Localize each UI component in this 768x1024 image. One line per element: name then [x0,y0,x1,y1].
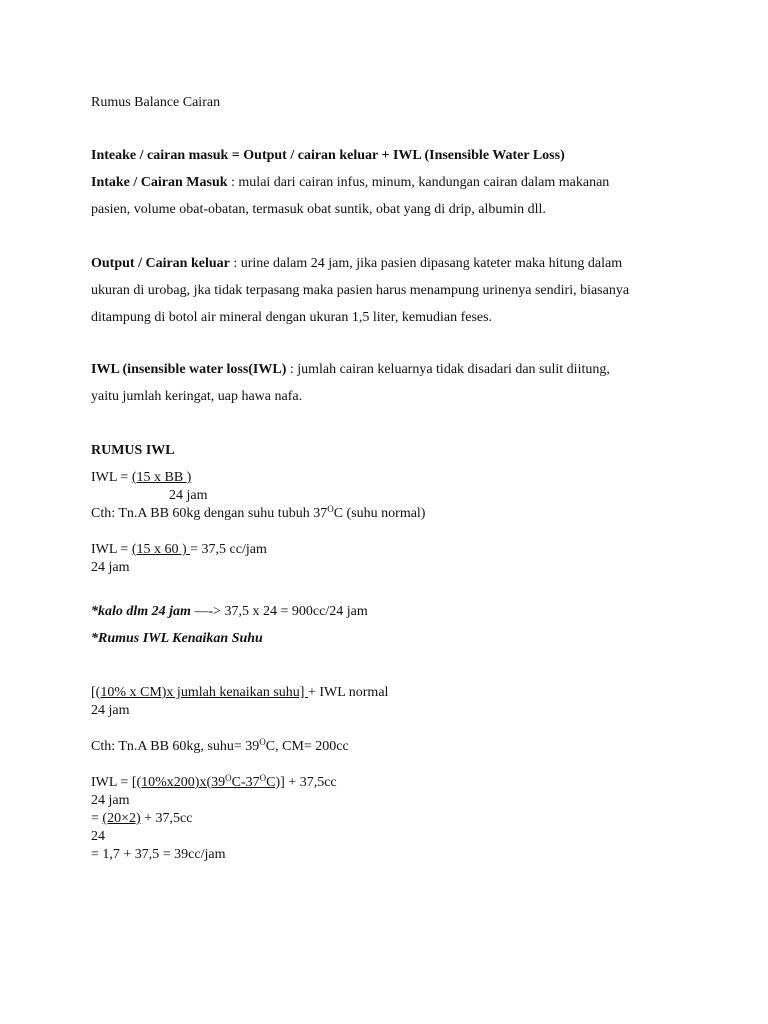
kenaikan-formula-suffix: + IWL normal [307,685,389,700]
calc-2-num-c: C)] [266,775,285,790]
example-2-prefix: Cth: Tn.A BB 60kg, suhu= 39 [91,739,260,754]
iwl-calc-denominator-text: 24 jam [91,560,130,575]
calc-2-sup-a: O [225,773,232,783]
output-text-3: ditampung di botol air mineral dengan ukuran 1,5 liter, kemudian feses. [91,310,493,325]
calc-2-numerator [132,775,285,790]
kenaikan-formula [91,684,388,702]
calc-2-step-2-numerator: (20×2) [102,811,141,826]
iwl-line-2 [91,388,302,406]
calc-2-step-2-suffix: + 37,5cc [140,811,193,826]
iwl-formula [91,469,191,487]
example-2-sup: O [259,737,266,747]
intake-line-2 [91,201,546,219]
output-text-2: ukuran di urobag, jka tidak terpasang maka pasien harus menampung urinenya sendiri, biasanya [91,283,630,298]
output-text-1: : urine dalam 24 jam, jika pasien dipasang kateter maka hitung dalam [229,256,623,271]
kenaikan-formula-denominator [91,702,130,720]
calc-2-suffix: + 37,5cc [284,775,337,790]
iwl-label: IWL (insensible water loss(IWL) [91,362,287,377]
intake-text-2: pasien, volume obat-obatan, termasuk obat suntik, obat yang di drip, albumin dll. [91,202,546,217]
note-kalo-rest: —-> 37,5 x 24 = 900cc/24 jam [190,604,368,619]
intake-line-1 [91,174,609,192]
kenaikan-formula-denominator-text: 24 jam [91,703,130,718]
rumus-iwl-heading [91,442,175,460]
iwl-calc-numerator: (15 x 60 ) [131,542,191,557]
iwl-line-1 [91,361,610,379]
output-line-3 [91,309,492,327]
calc-2-step-2-prefix: = [91,811,103,826]
intake-text-1: : mulai dari cairan infus, minum, kandungan cairan dalam makanan [227,175,610,190]
example-2-suffix: C, CM= 200cc [265,739,349,754]
iwl-text-1: : jumlah cairan keluarnya tidak disadari dan sulit diitung, [286,362,610,377]
calc-2 [91,774,337,792]
iwl-formula-denominator [169,487,208,505]
note-kenaikan-text: *Rumus IWL Kenaikan Suhu [91,631,263,646]
document-title [91,94,220,112]
main-formula-text: Inteake / cairan masuk = Output / cairan keluar + IWL (Insensible Water Loss) [91,148,565,163]
calc-2-num-a: [(10%x200)x(39 [131,775,226,790]
iwl-formula-numerator: (15 x BB ) [131,470,192,485]
iwl-calc-denominator [91,559,130,577]
iwl-calc [91,541,267,559]
calc-2-step-2-denominator-text: 24 [91,829,105,844]
rumus-iwl-heading-text: RUMUS IWL [91,443,175,458]
output-line-1 [91,255,622,273]
calc-2-step-2 [91,810,192,828]
intake-label: Intake / Cairan Masuk [91,175,228,190]
iwl-text-2: yaitu jumlah keringat, uap hawa nafa. [91,389,303,404]
calc-2-num-b: C-37 [231,775,260,790]
note-kalo [91,603,368,621]
iwl-formula-prefix: IWL = [91,470,132,485]
title-text: Rumus Balance Cairan [91,95,221,110]
example-1-suffix: C (suhu normal) [333,506,426,521]
calc-2-step-3-text: = 1,7 + 37,5 = 39cc/jam [91,847,226,862]
note-kalo-italic: *kalo dlm 24 jam [91,604,191,619]
calc-2-step-3 [91,846,226,864]
example-2 [91,738,349,756]
example-1-sup: O [327,504,334,514]
note-kenaikan [91,630,263,648]
calc-2-prefix: IWL = [91,775,132,790]
calc-2-sup-b: O [259,773,267,783]
calc-2-denominator-text: 24 jam [91,793,130,808]
calc-2-step-2-denominator [91,828,105,846]
iwl-formula-denominator-text: 24 jam [169,488,208,503]
calc-2-denominator [91,792,130,810]
kenaikan-formula-numerator: [(10% x CM)x jumlah kenaikan suhu] [91,685,308,700]
example-1 [91,505,425,523]
output-line-2 [91,282,629,300]
output-label: Output / Cairan keluar [91,256,230,271]
main-formula [91,147,565,165]
example-1-prefix: Cth: Tn.A BB 60kg dengan suhu tubuh 37 [91,506,328,521]
iwl-calc-result: = 37,5 cc/jam [190,542,267,557]
iwl-calc-prefix: IWL = [91,542,132,557]
